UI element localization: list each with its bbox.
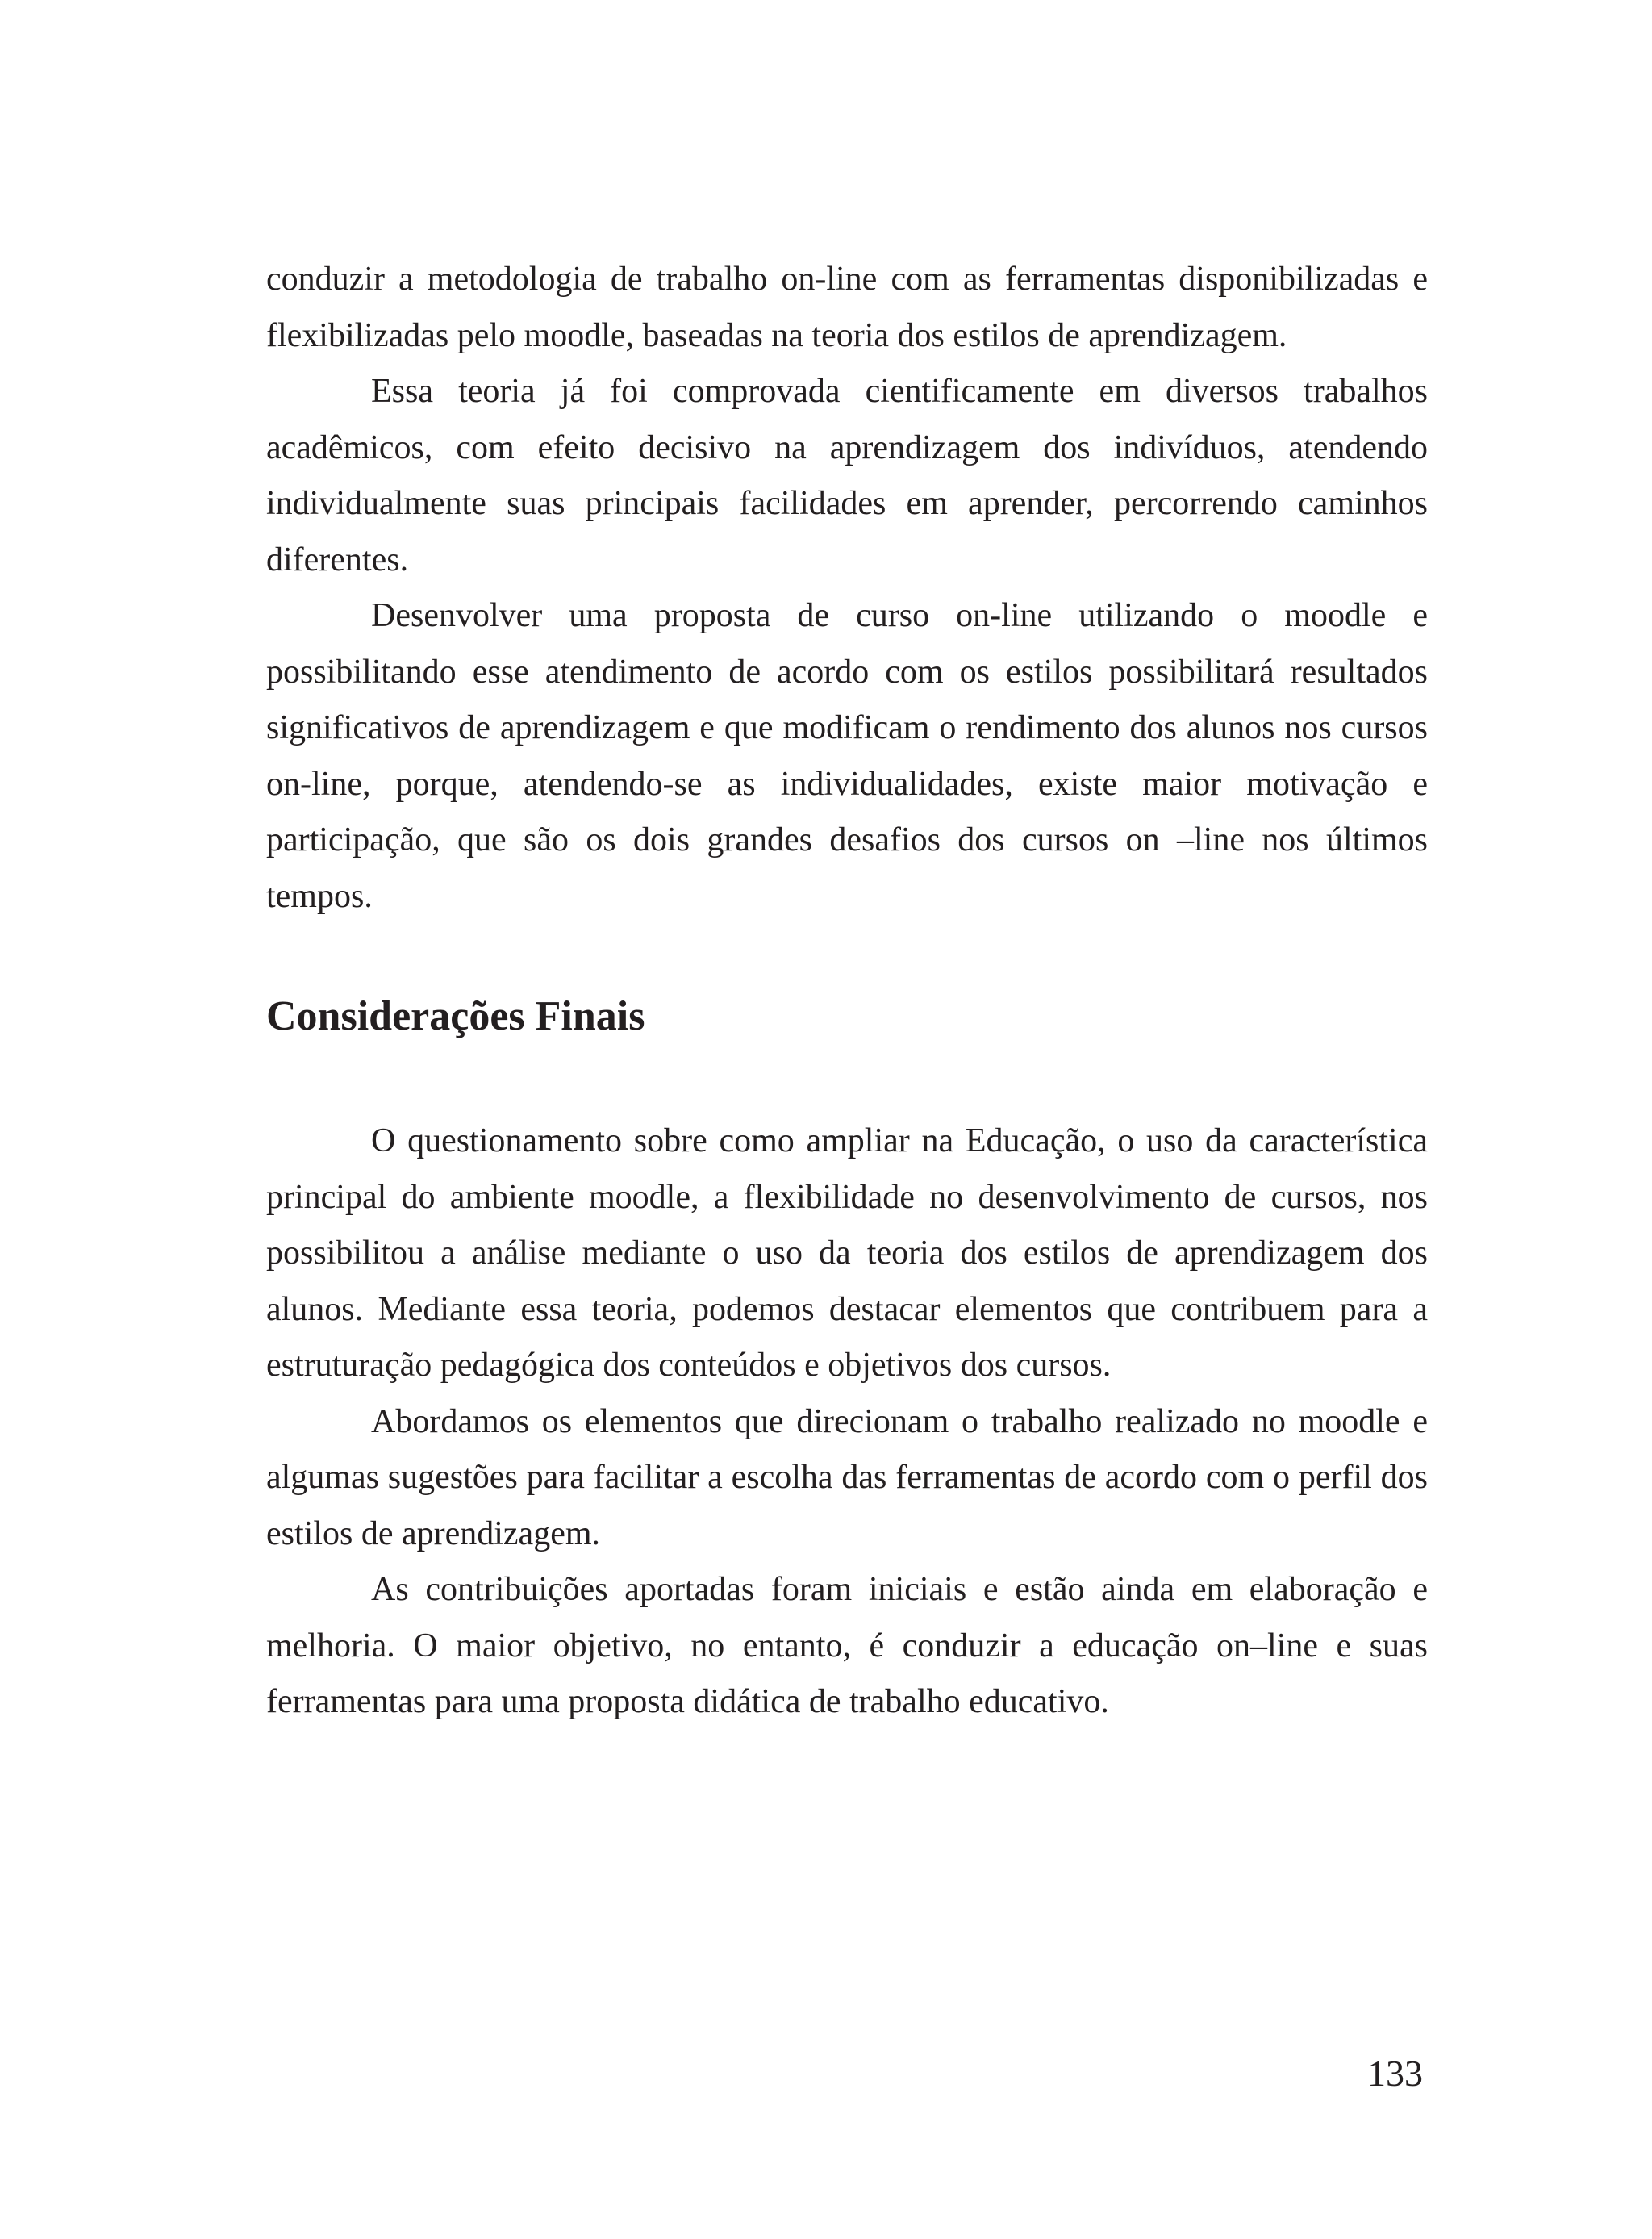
section-heading: Considerações Finais bbox=[266, 993, 645, 1039]
paragraph: Desenvolver uma proposta de curso on-line utilizando o moodle e possibilitando esse atendimento de acordo com os estilos possibilitará resultados significativos de aprendizagem e que modificam o rendimento dos alunos nos cursos on-line, porque, atendendo-se as individualidades, existe maior motivação e participação, que são os dois grandes desafios dos cursos on –line nos últimos tempos. bbox=[266, 597, 1428, 915]
body-text-top bbox=[266, 252, 1428, 925]
paragraph: As contribuições aportadas foram iniciais e estão ainda em elaboração e melhoria. O maior objetivo, no entanto, é conduzir a educação on–line e suas ferramentas para uma proposta didática de trabalho educativo. bbox=[266, 1571, 1428, 1720]
page-number: 133 bbox=[1367, 2053, 1423, 2094]
paragraph: Abordamos os elementos que direcionam o trabalho realizado no moodle e algumas sugestões para facilitar a escolha das ferramentas de acordo com o perfil dos estilos de aprendizagem. bbox=[266, 1402, 1428, 1552]
paragraph: O questionamento sobre como ampliar na Educação, o uso da característica principal do ambiente moodle, a flexibilidade no desenvolvimento de cursos, nos possibilitou a análise mediante o uso da teoria dos estilos de aprendizagem dos alunos. Mediante essa teoria, podemos destacar elementos que contribuem para a estruturação pedagógica dos conteúdos e objetivos dos cursos. bbox=[266, 1122, 1428, 1384]
paragraph: Essa teoria já foi comprovada cientificamente em diversos trabalhos acadêmicos, com efeito decisivo na aprendizagem dos indivíduos, atendendo individualmente suas principais facilidades em aprender, percorrendo caminhos diferentes. bbox=[266, 373, 1428, 579]
body-text-bottom bbox=[266, 1113, 1428, 1731]
paragraph-continuation: conduzir a metodologia de trabalho on-line com as ferramentas disponibilizadas e flexibilizadas pelo moodle, baseadas na teoria dos estilos de aprendizagem. bbox=[266, 261, 1428, 354]
